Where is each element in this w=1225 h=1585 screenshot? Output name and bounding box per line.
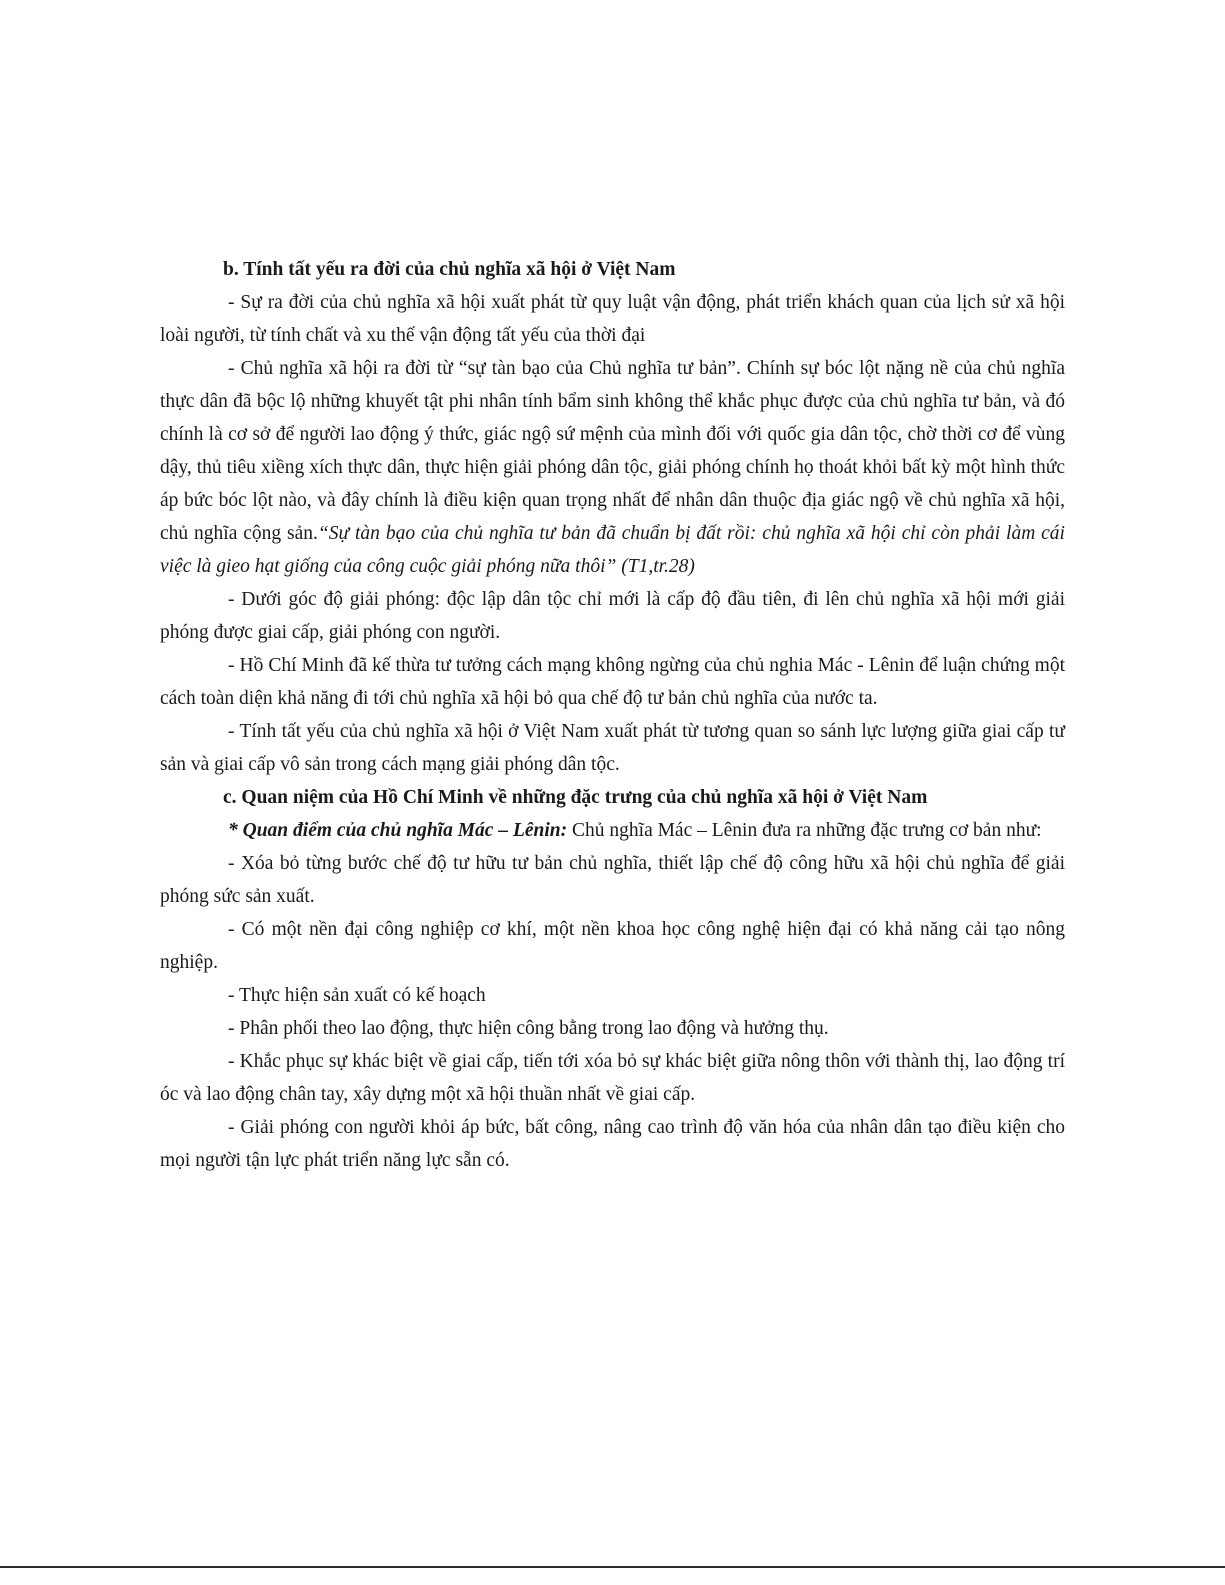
list-item: - Phân phối theo lao động, thực hiện công bằng trong lao động và hưởng thụ. <box>228 1018 829 1039</box>
section-c-heading: c. Quan niệm của Hồ Chí Minh về những đặc trưng của chủ nghĩa xã hội ở Việt Nam <box>223 787 928 808</box>
section-b-paragraph-2-text: - Chủ nghĩa xã hội ra đời từ “sự tàn bạo của Chủ nghĩa tư bản”. Chính sự bóc lột nặng nề của chủ nghĩa thực dân đã bộc lộ những khuyết tật phi nhân tính bẩm sinh không thể khắc phục được của chủ nghĩa tư bản, và đó chính là cơ sở để người lao động ý thức, giác ngộ sứ mệnh của mình đối với quốc gia dân tộc, chờ thời cơ để vùng dậy, thủ tiêu xiềng xích thực dân, thực hiện giải phóng dân tộc, giải phóng chính họ thoát khỏi bất kỳ một hình thức áp bức bóc lột nào, và đây chính là điều kiện quan trọng nhất để nhân dân thuộc địa giác ngộ về chủ nghĩa xã hội, chủ nghĩa cộng sản. <box>160 358 1065 544</box>
section-b-heading: b. Tính tất yếu ra đời của chủ nghĩa xã hội ở Việt Nam <box>223 259 676 280</box>
list-item: - Có một nền đại công nghiệp cơ khí, một nền khoa học công nghệ hiện đại có khả năng cải tạo nông nghiệp. <box>160 919 1065 973</box>
section-b-paragraph-3: - Dưới góc độ giải phóng: độc lập dân tộc chỉ mới là cấp độ đầu tiên, đi lên chủ nghĩa xã hội mới giải phóng được giai cấp, giải phóng con người. <box>160 589 1065 643</box>
section-c-intro-text: Chủ nghĩa Mác – Lênin đưa ra những đặc trưng cơ bản như: <box>567 820 1042 841</box>
section-b-paragraph-5: - Tính tất yếu của chủ nghĩa xã hội ở Việt Nam xuất phát từ tương quan so sánh lực lượng giữa giai cấp tư sản và giai cấp vô sản trong cách mạng giải phóng dân tộc. <box>160 721 1065 775</box>
list-item: - Khắc phục sự khác biệt về giai cấp, tiến tới xóa bỏ sự khác biệt giữa nông thôn với thành thị, lao động trí óc và lao động chân tay, xây dựng một xã hội thuần nhất về giai cấp. <box>160 1051 1065 1105</box>
section-c-intro-lead: * Quan điểm của chủ nghĩa Mác – Lênin: <box>228 820 568 841</box>
section-b-paragraph-4: - Hồ Chí Minh đã kế thừa tư tưởng cách mạng không ngừng của chủ nghia Mác - Lênin để luận chứng một cách toàn diện khả năng đi tới chủ nghĩa xã hội bỏ qua chế độ tư bản chủ nghĩa của nước ta. <box>160 655 1065 709</box>
section-b-paragraph-1: - Sự ra đời của chủ nghĩa xã hội xuất phát từ quy luật vận động, phát triển khách quan của lịch sử xã hội loài người, từ tính chất và xu thế vận động tất yếu của thời đại <box>160 292 1065 346</box>
section-b-paragraph-2 <box>160 352 1065 583</box>
ho-chi-minh-quote: “Sự tàn bạo của chủ nghĩa tư bản đã chuẩn bị đất rồi: chủ nghĩa xã hội chỉ còn phải làm cái việc là gieo hạt giống của công cuộc giải phóng nữa thôi” (T1,tr.28) <box>160 523 1065 577</box>
section-c-intro <box>160 814 1065 847</box>
page-bottom-rule <box>0 1566 1225 1568</box>
list-item: - Xóa bỏ từng bước chế độ tư hữu tư bản chủ nghĩa, thiết lập chế độ công hữu xã hội chủ nghĩa để giải phóng sức sản xuất. <box>160 853 1065 907</box>
document-body <box>160 253 1065 1177</box>
list-item: - Giải phóng con người khỏi áp bức, bất công, nâng cao trình độ văn hóa của nhân dân tạo điều kiện cho mọi người tận lực phát triển năng lực sẵn có. <box>160 1117 1065 1171</box>
list-item: - Thực hiện sản xuất có kế hoạch <box>228 985 486 1006</box>
